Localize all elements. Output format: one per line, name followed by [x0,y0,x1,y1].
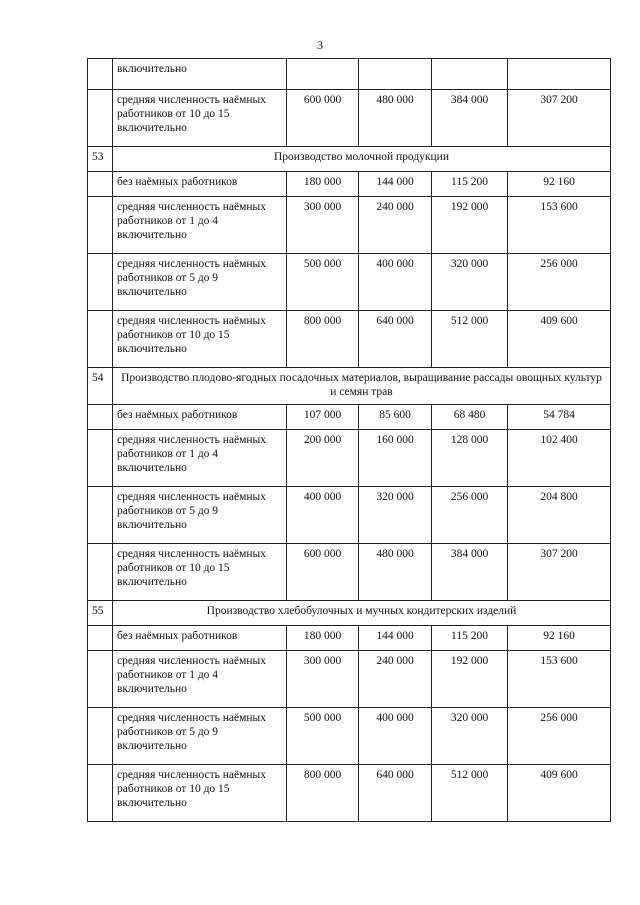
section-index: 55 [88,601,113,626]
value-cell: 480 000 [359,544,432,601]
section-header-row [88,147,611,172]
table-row [88,90,611,147]
value-cell: 480 000 [359,90,432,147]
table-row [88,708,611,765]
row-label: средняя численность наёмных работников от 1 до 4 включительно [113,430,287,487]
value-cell: 500 000 [287,708,359,765]
table-row [88,430,611,487]
table-row [88,197,611,254]
value-cell: 640 000 [359,311,432,368]
table-row [88,651,611,708]
table-row [88,254,611,311]
row-index-cell [88,197,113,254]
value-cell: 640 000 [359,765,432,822]
value-cell: 54 784 [508,405,611,430]
value-cell: 800 000 [287,765,359,822]
row-label: средняя численность наёмных работников от 10 до 15 включительно [113,765,287,822]
value-cell: 256 000 [432,487,508,544]
section-index: 53 [88,147,113,172]
value-cell: 320 000 [432,254,508,311]
row-label: средняя численность наёмных работников от 1 до 4 включительно [113,197,287,254]
table-row [88,544,611,601]
row-index-cell [88,487,113,544]
value-cell: 409 600 [508,311,611,368]
value-cell: 107 000 [287,405,359,430]
row-index-cell [88,430,113,487]
row-label: средняя численность наёмных работников от 10 до 15 включительно [113,90,287,147]
row-label: без наёмных работников [113,172,287,197]
value-cell: 409 600 [508,765,611,822]
row-label: средняя численность наёмных работников от 5 до 9 включительно [113,254,287,311]
section-header-row [88,368,611,405]
value-cell: 600 000 [287,90,359,147]
value-cell: 180 000 [287,626,359,651]
table-row [88,172,611,197]
section-title: Производство плодово-ягодных посадочных материалов, выращивание рассады овощных культур и семян трав [113,368,611,405]
tax-rates-table [87,58,611,822]
value-cell: 240 000 [359,197,432,254]
row-label: средняя численность наёмных работников от 5 до 9 включительно [113,487,287,544]
value-cell: 256 000 [508,254,611,311]
value-cell: 307 200 [508,544,611,601]
value-cell: 600 000 [287,544,359,601]
row-index-cell [88,651,113,708]
row-label: без наёмных работников [113,626,287,651]
row-index-cell [88,626,113,651]
value-cell: 384 000 [432,90,508,147]
value-cell: 800 000 [287,311,359,368]
table-row [88,311,611,368]
row-label: средняя численность наёмных работников от 5 до 9 включительно [113,708,287,765]
value-cell: 192 000 [432,197,508,254]
section-title: Производство хлебобулочных и мучных кондитерских изделий [113,601,611,626]
table-row [88,626,611,651]
value-cell: 144 000 [359,626,432,651]
value-cell: 153 600 [508,197,611,254]
value-cell [359,59,432,90]
value-cell: 92 160 [508,626,611,651]
row-index-cell [88,765,113,822]
section-title: Производство молочной продукции [113,147,611,172]
value-cell: 128 000 [432,430,508,487]
value-cell: 102 400 [508,430,611,487]
value-cell: 115 200 [432,626,508,651]
page-number: 3 [317,38,323,52]
value-cell: 307 200 [508,90,611,147]
value-cell: 400 000 [359,254,432,311]
value-cell: 400 000 [359,708,432,765]
value-cell [287,59,359,90]
section-header-row [88,601,611,626]
value-cell: 512 000 [432,765,508,822]
value-cell: 384 000 [432,544,508,601]
value-cell: 68 480 [432,405,508,430]
value-cell: 300 000 [287,651,359,708]
value-cell: 92 160 [508,172,611,197]
value-cell: 115 200 [432,172,508,197]
row-index-cell [88,254,113,311]
row-index-cell [88,90,113,147]
row-label: включительно [113,59,287,90]
row-index-cell [88,311,113,368]
row-index-cell [88,544,113,601]
value-cell: 144 000 [359,172,432,197]
table-row [88,59,611,90]
value-cell: 200 000 [287,430,359,487]
value-cell: 180 000 [287,172,359,197]
value-cell: 500 000 [287,254,359,311]
table-row [88,487,611,544]
row-index-cell [88,59,113,90]
value-cell: 300 000 [287,197,359,254]
row-index-cell [88,405,113,430]
value-cell: 320 000 [432,708,508,765]
value-cell: 400 000 [287,487,359,544]
row-index-cell [88,172,113,197]
row-label: средняя численность наёмных работников от 1 до 4 включительно [113,651,287,708]
table-row [88,405,611,430]
value-cell [508,59,611,90]
row-label: средняя численность наёмных работников от 10 до 15 включительно [113,544,287,601]
value-cell: 512 000 [432,311,508,368]
table-row [88,765,611,822]
value-cell: 192 000 [432,651,508,708]
value-cell: 153 600 [508,651,611,708]
section-index: 54 [88,368,113,405]
value-cell: 160 000 [359,430,432,487]
value-cell: 85 600 [359,405,432,430]
row-label: без наёмных работников [113,405,287,430]
row-index-cell [88,708,113,765]
value-cell: 256 000 [508,708,611,765]
value-cell: 320 000 [359,487,432,544]
value-cell: 204 800 [508,487,611,544]
row-label: средняя численность наёмных работников от 10 до 15 включительно [113,311,287,368]
value-cell: 240 000 [359,651,432,708]
value-cell [432,59,508,90]
